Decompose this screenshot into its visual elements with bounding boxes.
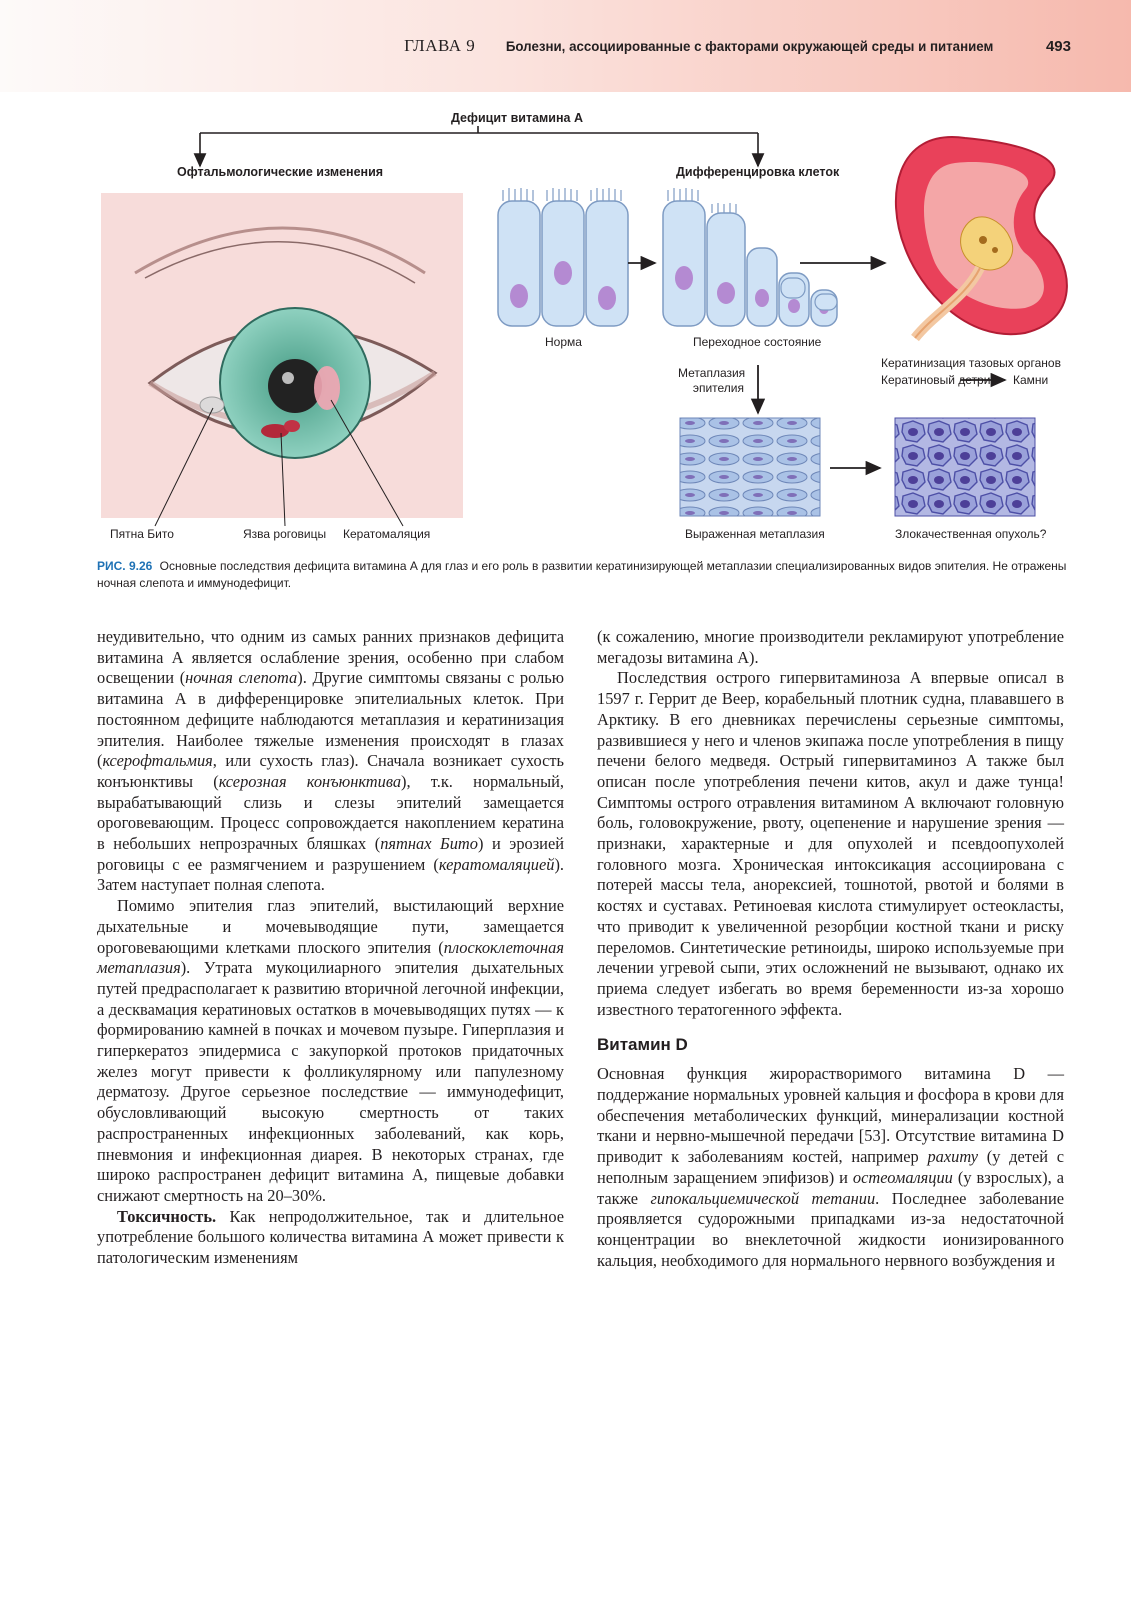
keratin-debris-label: Кератиновый детрит bbox=[881, 373, 996, 387]
paragraph: неудивительно, что одним из самых ранних признаков дефицита витамина А является ослабление зрения, особенно при слабом освещении (ночная слепота). Другие симптомы связаны с ролью витамина А в дифференцировке эпителиальных клеток. При постоянном дефиците наблюдаются метаплазия и кератинизация эпителия. Наиболее тяжелые изменения происходят в глазах (ксерофтальмия, или сухость глаз). Сначала возникает сухость конъюнктивы (ксерозная конъюнктива), т.к. нормальный, вырабатывающий слизь и слезы эпителий замещается ороговевающим. Процесс сопровождается накоплением кератина в небольших непрозрачных бляшках (пятнах Бито) и эрозией роговицы с ее размягчением и разрушением (кератомаляцией). Затем наступает полная слепота. bbox=[97, 627, 565, 895]
chapter-label: ГЛАВА 9 bbox=[404, 36, 476, 55]
metaplasia-arrow-label: Метаплазия эпителия bbox=[678, 366, 746, 395]
marked-metaplasia-label: Выраженная метаплазия bbox=[685, 527, 825, 541]
keratomalacia-label: Кератомаляция bbox=[343, 527, 431, 541]
paragraph: Токсичность. Как непродолжительное, так и длительное употребление большого количества витамина А может привести к патологическим изменениям bbox=[97, 1206, 564, 1268]
transitional-label: Переходное состояние bbox=[693, 335, 822, 349]
running-header bbox=[404, 36, 1071, 56]
page-number: 493 bbox=[1045, 38, 1071, 55]
corneal-ulcer-label: Язва роговицы bbox=[243, 527, 327, 541]
paragraph: Последствия острого гипервитаминоза А впервые описал в 1597 г. Геррит де Веер, корабельный плотник судна, плававшего в Арктику. В его дневниках перечислены серьезные симптомы, развившиеся у него и членов экипажа после употребления в пищу печени белого медведя. Острый гипервитаминоз А также был описан после употребления печени китов, акул и даже тунца! Симптомы острого отравления витамином А включают головную боль, головокружение, рвоту, оцепенение и нарушение зрения — признаки, характерные и для опухолей и псевдоопухолей головного мозга. Хроническая интоксикация ассоциирована с потерей массы тела, анорексией, тошнотой, рвотой и болями в костях и суставах. Ретиноевая кислота стимулирует остеокласты, что приводит к увеличенной резорбции костной ткани и риску переломов. Синтетические ретиноиды, широко используемые при лечении угревой сыпи, этих осложнений не вызывают, однако их приема следует избегать во время беременности из-за хорошо известного тератогенного эффекта. bbox=[597, 668, 1064, 1019]
paragraph: (к сожалению, многие производители рекламируют употребление мегадозы витамина А). bbox=[597, 627, 1064, 667]
caption-text: Основные последствия дефицита витамина А для глаз и его роль в развитии кератинизирующей метаплазии специализированных видов эпителия. Не отражены ночная слепота и иммунодефицит. bbox=[97, 559, 1067, 590]
figure-top-label: Дефицит витамина А bbox=[451, 111, 583, 125]
normal-epithelium bbox=[498, 188, 628, 326]
malignant-tumor-label: Злокачественная опухоль? bbox=[895, 527, 1047, 541]
toxicity-lead: Токсичность. bbox=[117, 1206, 217, 1226]
cell-differentiation-heading: Дифференцировка клеток bbox=[676, 165, 840, 179]
paragraph: Основная функция жирорастворимого витамина D — поддержание нормальных уровней кальция и фосфора в крови для обеспечения метаболических функций, минерализации костной ткани и нервно-мышечной передачи [53]. Отсутствие витамина D приводит к заболеваниям костей, например рахиту (у детей с неполным заращением эпифизов) и остеомаляции (у взрослых), а также гипокальциемической тетании. Последнее заболевание проявляется судорожными припадками из-за недостаточной концентрации во внеклеточной жидкости ионизированного кальция, необходимого для нормального нервного возбуждения и bbox=[597, 1064, 1065, 1270]
stones-label: Камни bbox=[1013, 373, 1049, 387]
figure-caption bbox=[97, 558, 1067, 592]
transitional-epithelium bbox=[663, 188, 837, 326]
right-column bbox=[597, 627, 1064, 1271]
metaplasia-tissue bbox=[680, 418, 820, 516]
eye-illustration bbox=[101, 193, 463, 526]
figure-number: РИС. 9.26 bbox=[97, 559, 153, 573]
section-heading-vitamin-d: Витамин D bbox=[597, 1035, 688, 1055]
left-column bbox=[97, 627, 564, 1269]
figure-9-26 bbox=[95, 108, 1075, 553]
bitot-spots-label: Пятна Бито bbox=[110, 527, 174, 541]
paragraph: Помимо эпителия глаз эпителий, выстилающий верхние дыхательные и мочевыводящие пути, замещается ороговевающими клетками плоского эпителия (плоскоклеточная метаплазия). Утрата мукоцилиарного эпителия дыхательных путей предрасполагает к развитию вторичной легочной инфекции, а десквамация кератиновых остатков в мочевыводящих путях — к формированию камней в почках и мочевом пузыре. Гиперплазия и гиперкератоз эпидермиса с закупоркой протоков придаточных желез могут привести к фолликулярному или папулезному дерматозу. Другое серьезное последствие — иммунодефицит, обусловливающий высокую смертность от таких распространенных инфекционных заболеваний, как корь, пневмония и инфекционная диарея. В некоторых странах, где широко распространен дефицит витамина А, пищевые добавки снижают смертность на 20–30%. bbox=[97, 896, 564, 1205]
chapter-title: Болезни, ассоциированные с факторами окружающей среды и питанием bbox=[505, 38, 994, 54]
malignant-tissue bbox=[895, 418, 1035, 516]
kidney-illustration bbox=[896, 137, 1067, 338]
normal-label: Норма bbox=[545, 335, 582, 349]
kidney-keratinization-label: Кератинизация тазовых органов bbox=[881, 356, 1061, 370]
ophthalmologic-heading: Офтальмологические изменения bbox=[177, 165, 384, 179]
